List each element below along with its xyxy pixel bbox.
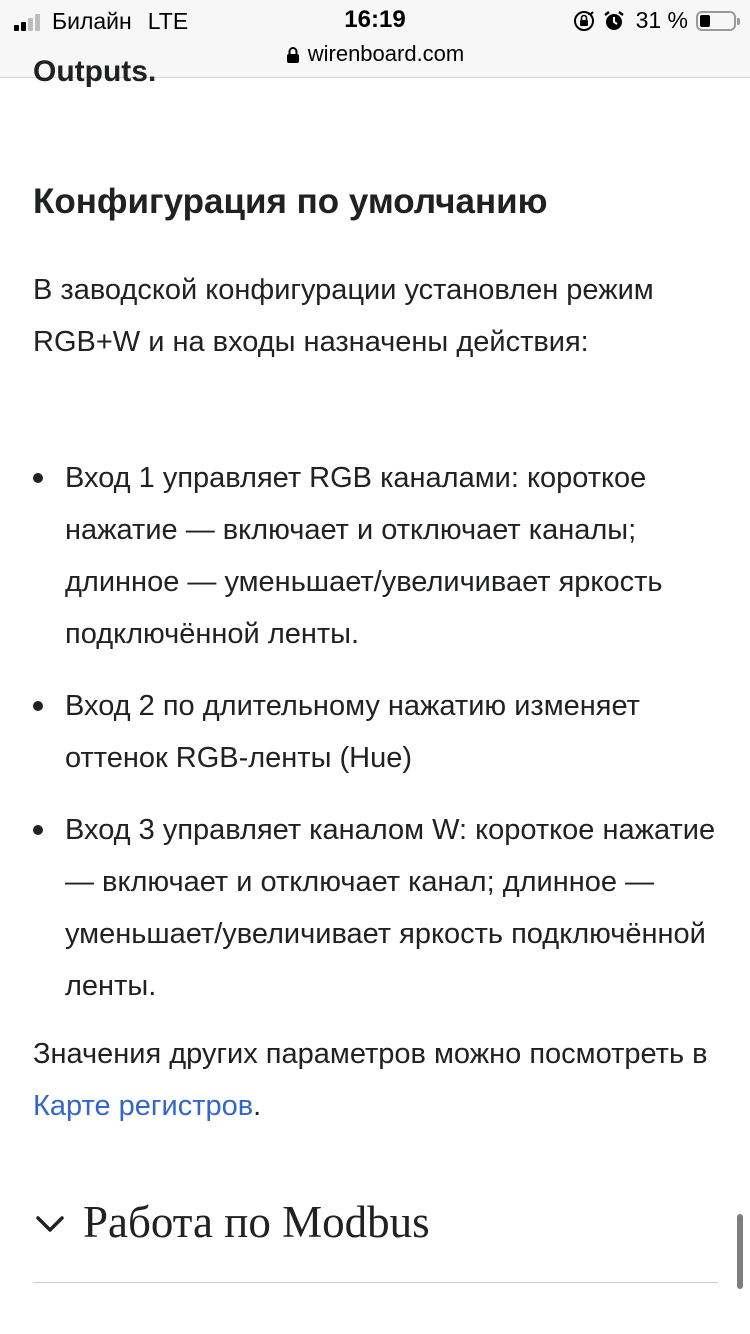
list-item-text: Вход 1 управляет RGB каналами: короткое нажатие — включает и отключает каналы; длинное — уменьшает/увеличивает яркость подключённой ленты. (65, 462, 663, 650)
status-bar-right (572, 7, 736, 34)
list-item-text: Вход 3 управляет каналом W: короткое нажатие — включает и отключает канал; длинное — уменьшает/увеличивает яркость подключённой ленты. (65, 814, 716, 1002)
previous-text-fragment (33, 55, 157, 94)
battery-percent: 31 % (635, 7, 688, 33)
intro-paragraph: В заводской конфигурации установлен режим RGB+W и на входы назначены действия: (33, 274, 654, 358)
battery-icon (696, 11, 736, 31)
register-map-link[interactable]: Карте регистров (33, 1090, 254, 1122)
alarm-icon (602, 9, 626, 33)
chevron-down-icon[interactable] (35, 1214, 65, 1234)
list-item (33, 452, 723, 660)
list-item (33, 680, 723, 784)
clock: 16:19 (344, 6, 406, 33)
scrollbar[interactable] (737, 1214, 743, 1289)
registers-text: Значения других параметров можно посмотреть в (33, 1038, 708, 1070)
lock-icon (286, 46, 300, 64)
lock-rotation-icon (572, 9, 596, 33)
previous-text: Outputs. (33, 55, 157, 88)
registers-paragraph (33, 1028, 713, 1132)
bullet-icon (33, 473, 43, 483)
section-title[interactable]: Работа по Modbus (83, 1197, 430, 1247)
bullet-icon (33, 701, 43, 711)
network-type: LTE (147, 8, 189, 34)
article-content (33, 178, 723, 1122)
battery-fill (700, 15, 710, 27)
status-bar (0, 0, 750, 40)
list-item (33, 804, 723, 1012)
registers-suffix: . (253, 1090, 262, 1122)
modbus-section-header[interactable] (33, 1190, 718, 1283)
url-text[interactable]: wirenboard.com (307, 41, 465, 66)
carrier-name: Билайн (52, 8, 132, 34)
section-heading: Конфигурация по умолчанию (33, 182, 548, 221)
list-item-text: Вход 2 по длительному нажатию изменяет оттенок RGB-ленты (Hue) (65, 690, 640, 774)
bullet-icon (33, 825, 43, 835)
